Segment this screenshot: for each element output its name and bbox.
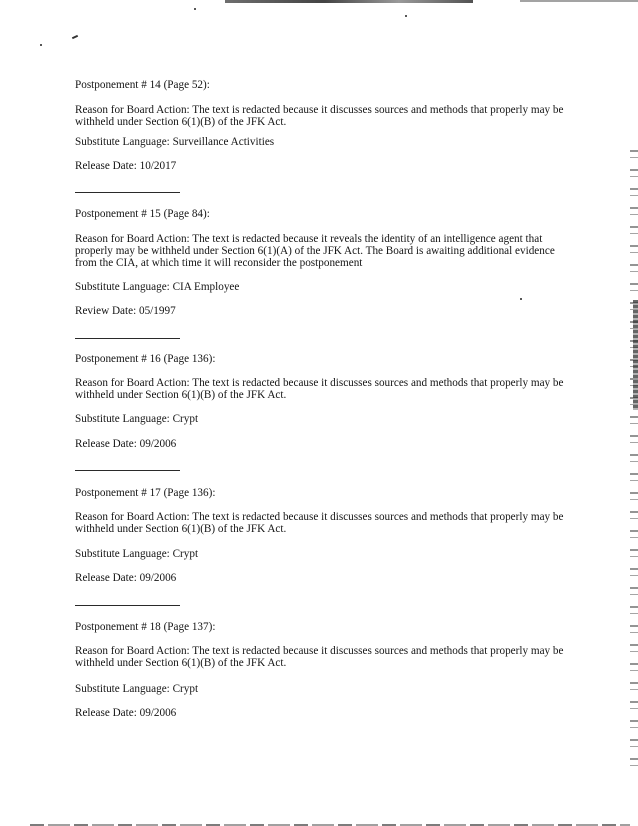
postponement-heading: Postponement # 17 (Page 136): bbox=[75, 487, 216, 499]
postponement-heading: Postponement # 18 (Page 137): bbox=[75, 621, 216, 633]
scan-edge-right bbox=[630, 150, 638, 770]
reason-text: Reason for Board Action: The text is redacted because it discusses sources and methods that properly may be withheld under Section 6(1)(B) of the JFK Act. bbox=[75, 511, 564, 535]
scan-speck bbox=[405, 15, 407, 17]
postponement-reason bbox=[75, 377, 565, 401]
release-date: Release Date: 09/2006 bbox=[75, 438, 177, 450]
postponement-heading: Postponement # 15 (Page 84): bbox=[75, 208, 210, 220]
section-divider bbox=[75, 605, 180, 606]
substitute-language: Substitute Language: Surveillance Activities bbox=[75, 136, 275, 148]
reason-text: Reason for Board Action: The text is redacted because it discusses sources and methods that properly may be withheld under Section 6(1)(B) of the JFK Act. bbox=[75, 645, 564, 669]
postponement-reason bbox=[75, 645, 565, 669]
scan-speck bbox=[194, 8, 196, 10]
scan-edge-top-right bbox=[520, 0, 638, 2]
scan-speck bbox=[40, 44, 42, 46]
postponement-reason bbox=[75, 233, 565, 269]
section-divider bbox=[75, 470, 180, 471]
scan-mark bbox=[72, 35, 78, 39]
postponement-reason bbox=[75, 511, 565, 535]
substitute-language: Substitute Language: Crypt bbox=[75, 413, 199, 425]
release-date: Release Date: 09/2006 bbox=[75, 572, 177, 584]
substitute-language: Substitute Language: Crypt bbox=[75, 548, 199, 560]
review-date: Review Date: 05/1997 bbox=[75, 305, 176, 317]
scan-speck bbox=[520, 298, 522, 300]
section-divider bbox=[75, 338, 180, 339]
release-date: Release Date: 09/2006 bbox=[75, 707, 177, 719]
section-divider bbox=[75, 192, 180, 193]
postponement-heading: Postponement # 16 (Page 136): bbox=[75, 353, 216, 365]
postponement-reason bbox=[75, 104, 565, 128]
reason-text: Reason for Board Action: The text is redacted because it discusses sources and methods that properly may be withheld under Section 6(1)(B) of the JFK Act. bbox=[75, 104, 564, 128]
scan-edge-right-dark bbox=[633, 300, 638, 410]
reason-text: Reason for Board Action: The text is redacted because it reveals the identity of an intelligence agent that properly may be withheld under Section 6(1)(A) of the JFK Act. The Board is awaiting additional evidence from the CIA, at which time it will reconsider the postponement bbox=[75, 233, 555, 269]
substitute-language: Substitute Language: Crypt bbox=[75, 683, 199, 695]
postponement-heading: Postponement # 14 (Page 52): bbox=[75, 79, 210, 91]
scan-edge-top bbox=[225, 0, 473, 3]
release-date: Release Date: 10/2017 bbox=[75, 160, 177, 172]
reason-text: Reason for Board Action: The text is redacted because it discusses sources and methods that properly may be withheld under Section 6(1)(B) of the JFK Act. bbox=[75, 377, 564, 401]
substitute-language: Substitute Language: CIA Employee bbox=[75, 281, 240, 293]
